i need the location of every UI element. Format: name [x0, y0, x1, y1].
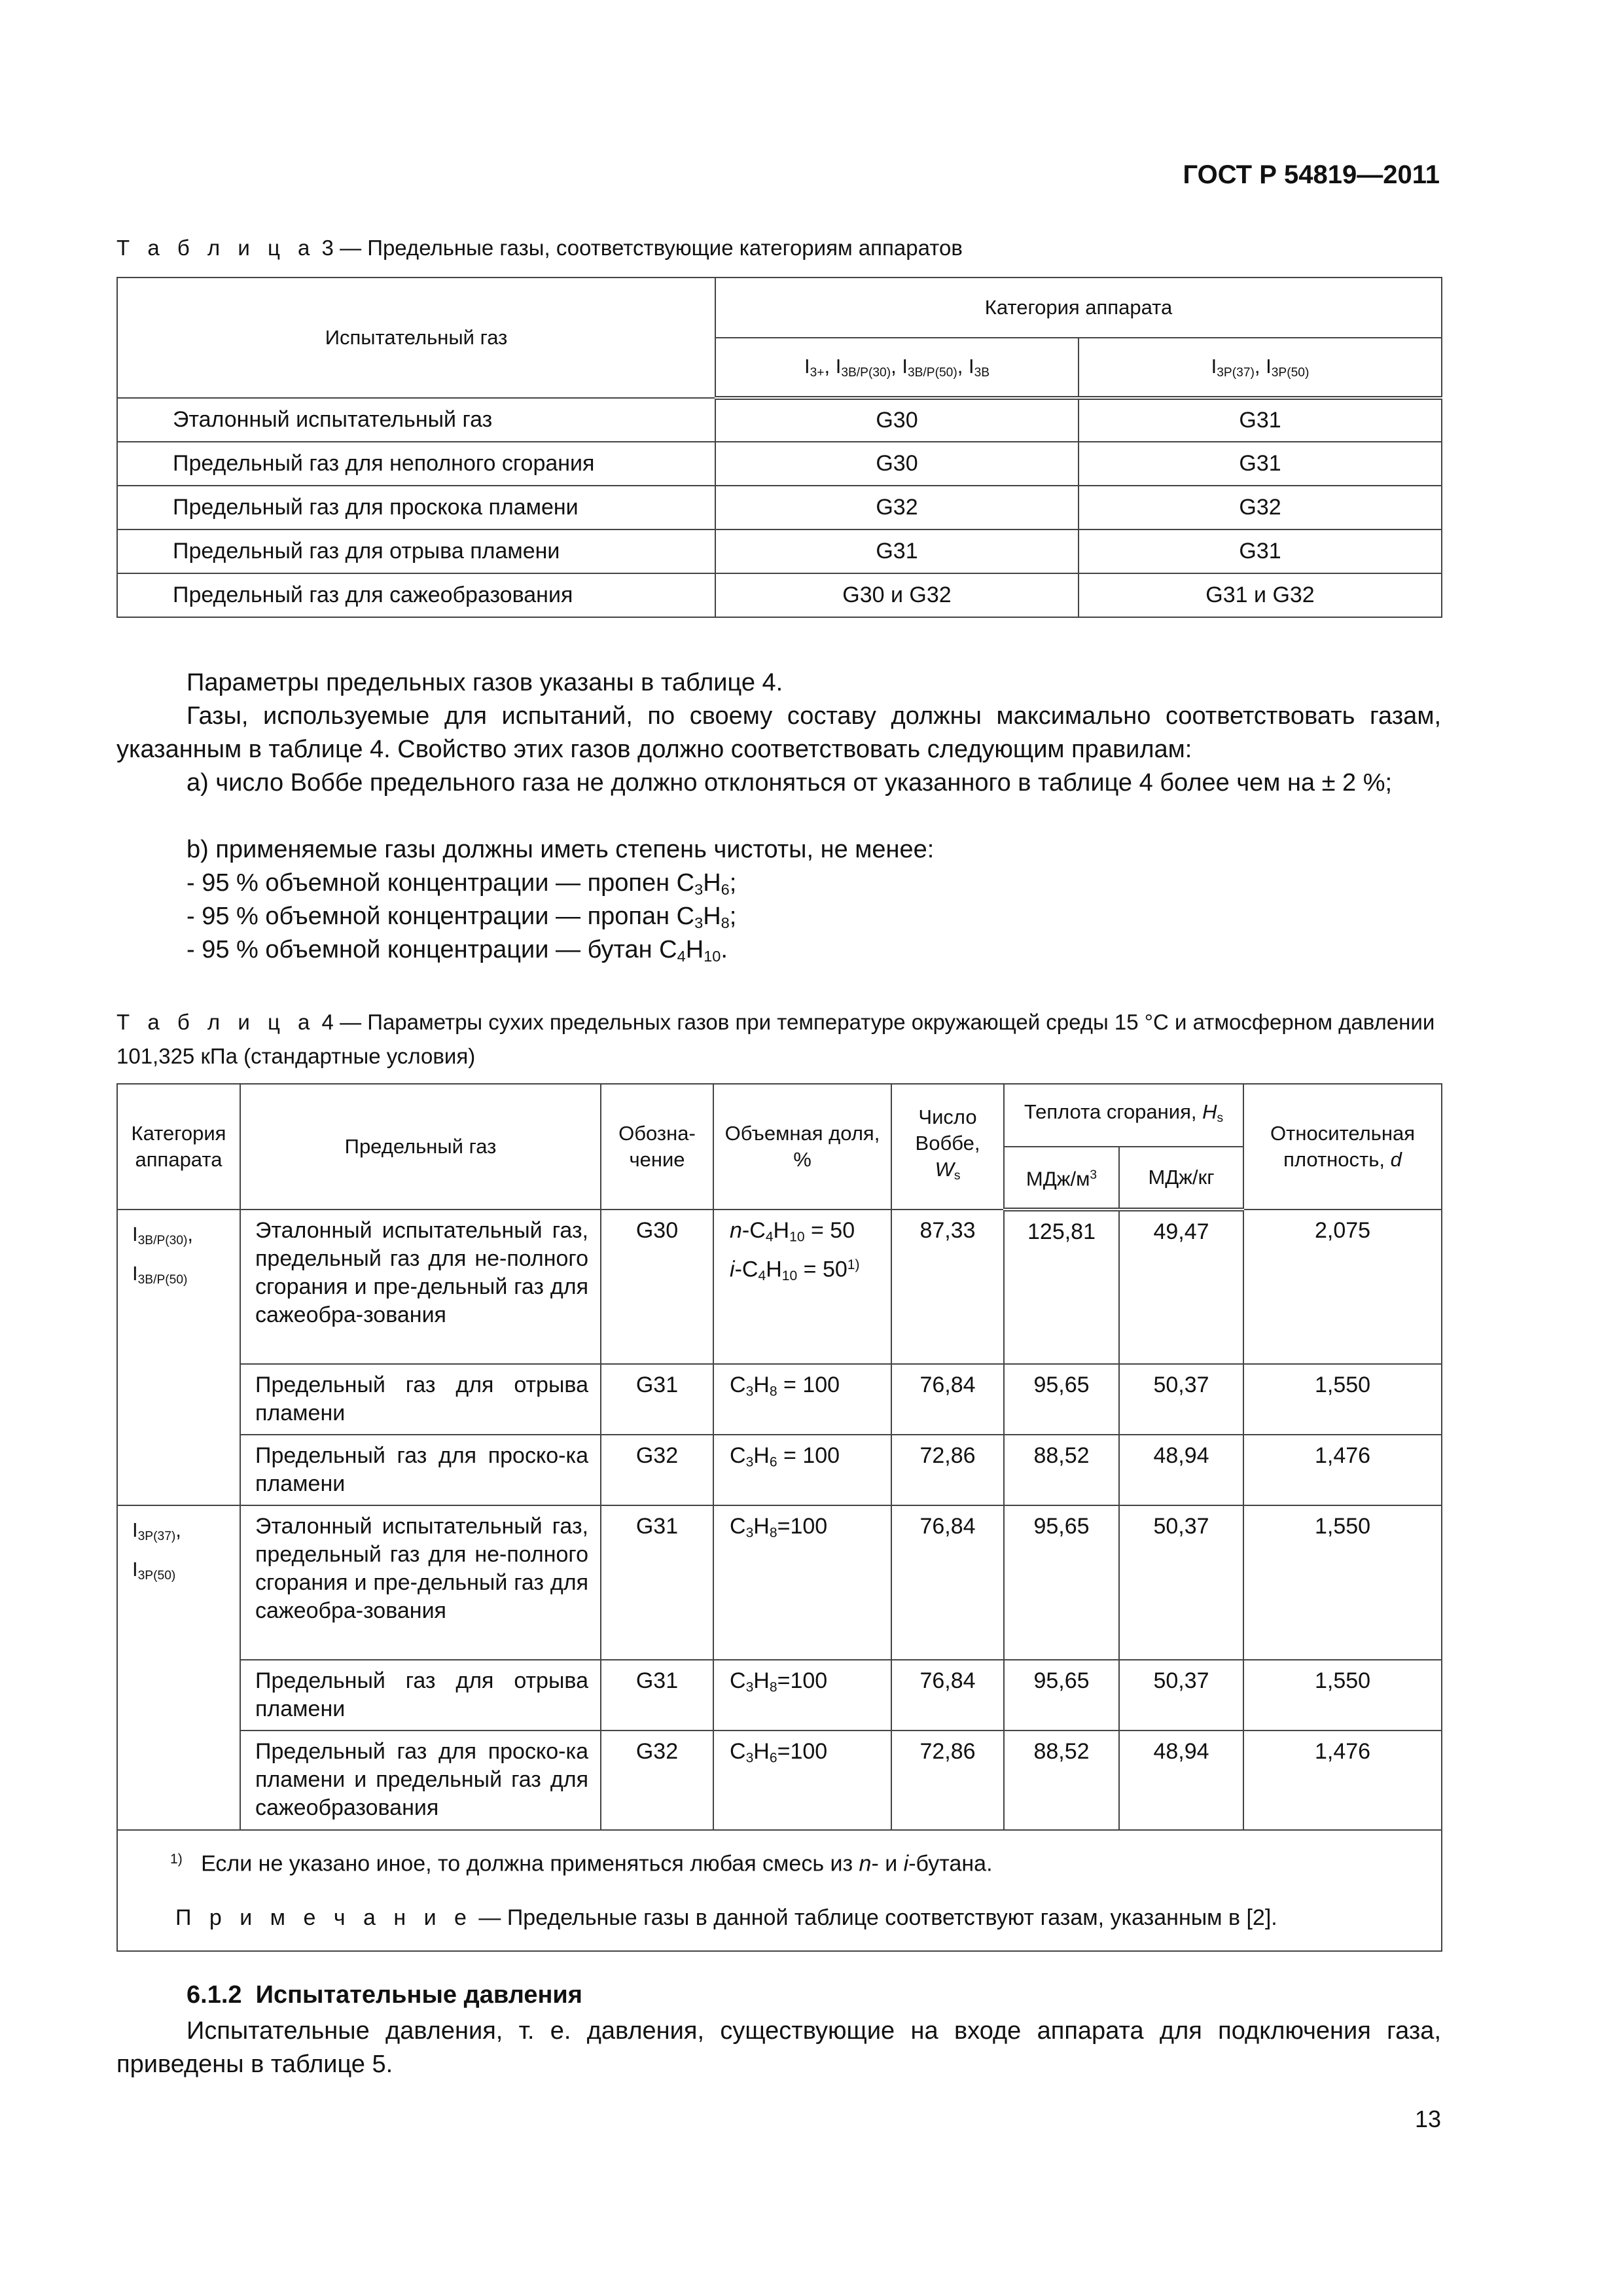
table4-footnote: $^{1)}$ Если не указано иное, то должна применяться любая смесь из n- и i-бутана. — [170, 1851, 993, 1876]
table4-category-group1: $I_{3B/P(30)}$, $I_{3B/P(50)}$ — [117, 1210, 240, 1505]
table3-head-category: Категория аппарата — [715, 278, 1442, 338]
table4 — [116, 1083, 1442, 1952]
table4-header-row — [117, 1084, 1442, 1147]
table-row: Предельный газ для отрыва пламени G31 G31 — [117, 529, 1442, 573]
table-row: Предельный газ для отрыва пламени G31 $C_3H_8 = 100$ 76,84 95,65 50,37 1,550 — [117, 1364, 1442, 1435]
bullet-propene: - 95 % объемной концентрации — пропен $С_3Н_6$; — [187, 869, 737, 898]
table-row: Предельный газ для проско-ка пламени и предельный газ для сажеобразования G32 $C_3H_6=100$ 72,86 88,52 48,94 1,476 — [117, 1731, 1442, 1830]
table-row: Эталонный испытательный газ G30 G31 — [117, 398, 1442, 442]
table3-caption — [116, 231, 1441, 265]
table3-head-gas: Испытательный газ — [117, 278, 715, 398]
bullet-butane: - 95 % объемной концентрации — бутан $С_4Н_{10}$. — [187, 936, 728, 965]
table-row: $I_{3B/P(30)}$, $I_{3B/P(50)}$ Эталонный испытательный газ, предельный газ для не-полного сгорания и пре-дельный газ для сажеобра-зования G30 $n-C_4H_{10} = 50$ $i-C_4H_{10} = 50^{1)}$ 87,33 125,81 49,47 2,075 — [117, 1210, 1442, 1364]
table4-head-heat: Теплота сгорания, $H_s$ — [1004, 1084, 1243, 1147]
table3-caption-label: Т а б л и ц а — [116, 236, 316, 260]
table4-head-wobbe: Число Воббе, $W_s$ — [891, 1084, 1004, 1210]
table-row: Предельный газ для сажеобразования G30 и G32 G31 и G32 — [117, 573, 1442, 617]
document-code: ГОСТ Р 54819—2011 — [1183, 160, 1440, 189]
table4-caption — [116, 1005, 1441, 1073]
section-heading — [116, 1981, 1441, 2009]
paragraph-params: Параметры предельных газов указаны в таблице 4. — [187, 669, 783, 696]
table4-category-group2: $I_{3P(37)}$, $I_{3P(50)}$ — [117, 1505, 240, 1830]
table4-head-gas: Предельный газ — [240, 1084, 601, 1210]
table4-head-category: Категория аппарата — [117, 1084, 240, 1210]
table-row: Предельный газ для неполного сгорания G30 G31 — [117, 442, 1442, 486]
table4-footer-row — [117, 1830, 1442, 1951]
table3 — [116, 277, 1442, 618]
bullet-propane: - 95 % объемной концентрации — пропан $С_3Н_8$; — [187, 903, 737, 931]
section-number: 6.1.2 — [187, 1981, 242, 2009]
table3-col2-head: $I_{3P(37)}$, $I_{3P(50)}$ — [1079, 338, 1442, 398]
table-row: Предельный газ для проскока пламени G32 G32 — [117, 486, 1442, 529]
paragraph-gases: Газы, используемые для испытаний, по своему составу должны максимально соответствовать газам, указанным в таблице 4. Свойство этих газов должно соответствовать следующим правилам: — [116, 702, 1441, 763]
page-number: 13 — [1414, 2106, 1441, 2132]
table4-caption-text: 4 — Параметры сухих предельных газов при температуре окружающей среды 15 °С и атмосферном давлении 101,325 кПа (стандартные условия) — [116, 1010, 1435, 1068]
table4-caption-label: Т а б л и ц а — [116, 1010, 316, 1034]
table3-header-row — [117, 278, 1442, 338]
table3-col1-head: $I_{3+}$, $I_{3B/P(30)}$, $I_{3B/P(50)}$, $I_{3B}$ — [715, 338, 1079, 398]
table-row: Предельный газ для отрыва пламени G31 $C_3H_8=100$ 76,84 95,65 50,37 1,550 — [117, 1660, 1442, 1731]
table4-head-density: Относительная плотность, d — [1243, 1084, 1442, 1210]
table-row: $I_{3P(37)}$, $I_{3P(50)}$ Эталонный испытательный газ, предельный газ для не-полного сгорания и пре-дельный газ для сажеобра-зования G31 $C_3H_8=100$ 76,84 95,65 50,37 1,550 — [117, 1505, 1442, 1660]
table-row: Предельный газ для проско-ка пламени G32 $C_3H_6 = 100$ 72,86 88,52 48,94 1,476 — [117, 1435, 1442, 1505]
table3-caption-text: 3 — Предельные газы, соответствующие категориям аппаратов — [315, 236, 963, 260]
table4-note: П р и м е ч а н и е — Предельные газы в данной таблице соответствуют газам, указанным в [2]. — [175, 1905, 1277, 1930]
table4-head-mj-kg: МДж/кг — [1119, 1147, 1243, 1210]
paragraph-rule-b: b) применяемые газы должны иметь степень чистоты, не менее: — [187, 836, 935, 863]
table4-head-code: Обозна-чение — [601, 1084, 713, 1210]
table4-head-fraction: Объемная доля, % — [713, 1084, 891, 1210]
section-paragraph: Испытательные давления, т. е. давления, существующие на входе аппарата для подключения газа, приведены в таблице 5. — [116, 2017, 1441, 2078]
section-title: Испытательные давления — [255, 1981, 582, 2009]
paragraph-rule-a: а) число Воббе предельного газа не должно отклоняться от указанного в таблице 4 более чем на ± 2 %; — [187, 769, 1393, 797]
table4-head-mj-m3: МДж/$м^3$ — [1004, 1147, 1119, 1210]
